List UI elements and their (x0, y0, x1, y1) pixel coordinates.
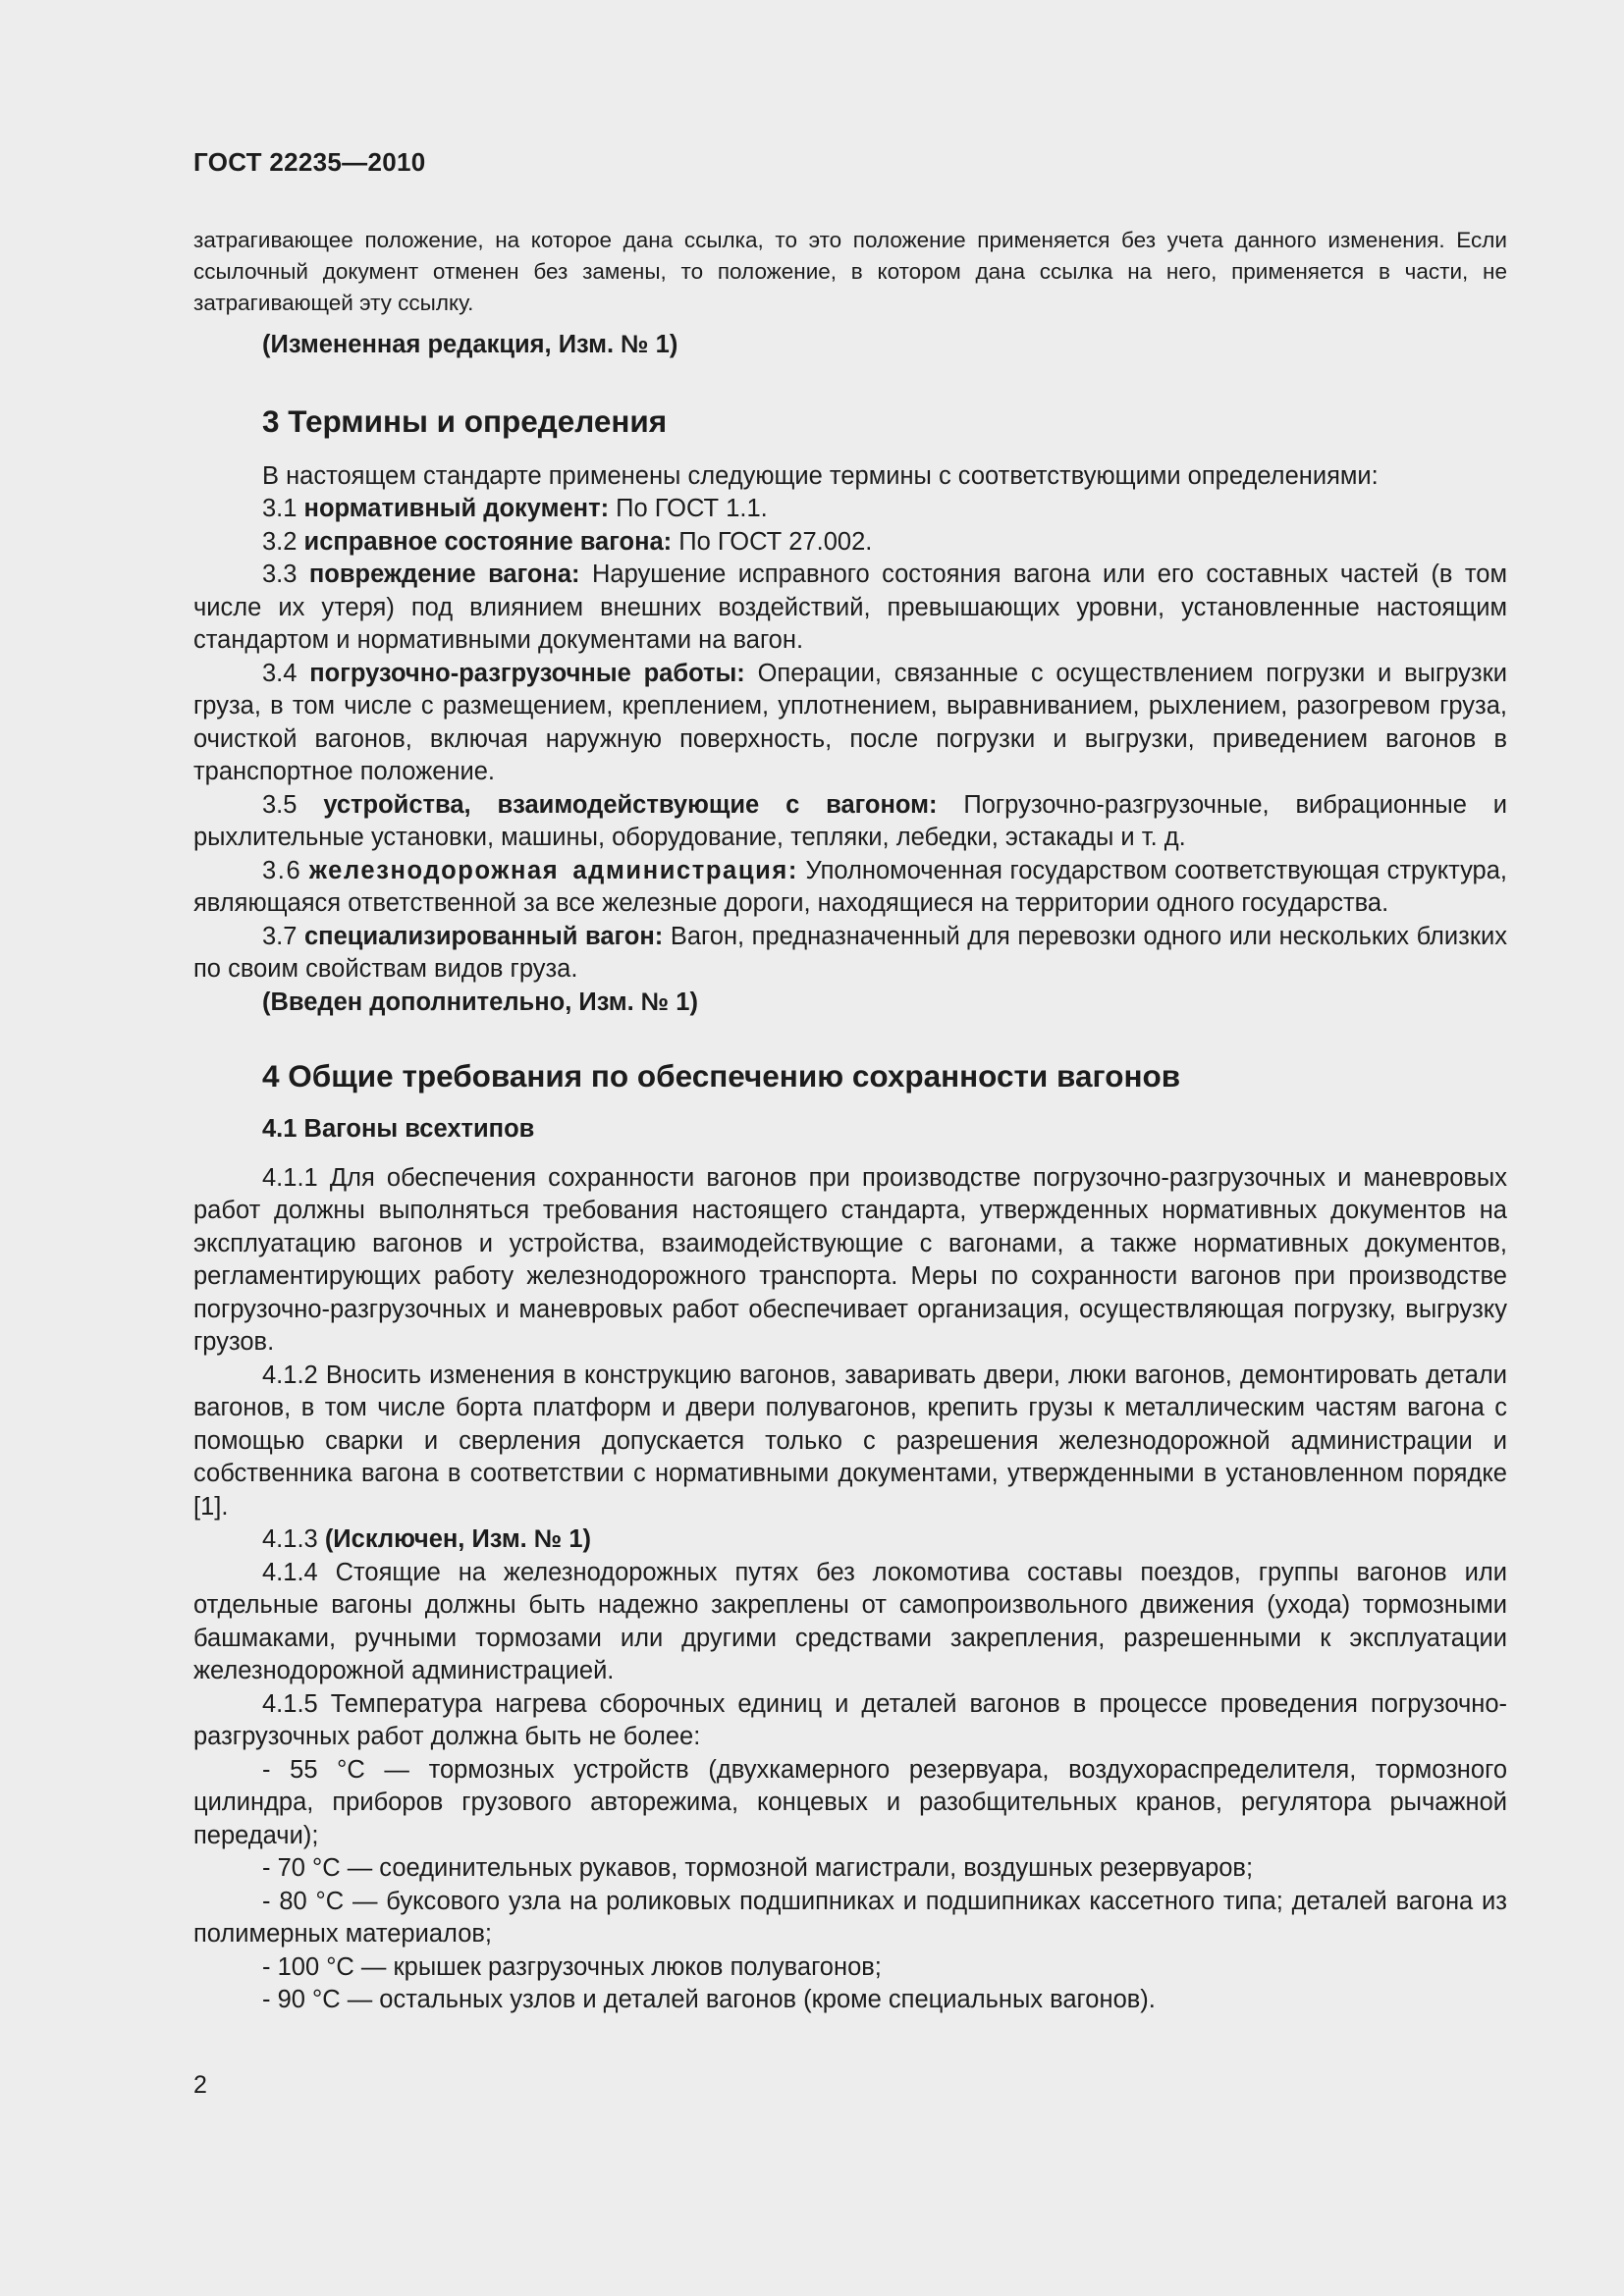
term-definition: Уполномоченная государством соответствующая структура, являющаяся ответственной за все железные дороги, находящиеся на территории одного государства. (193, 856, 1508, 917)
excluded-note: (Исключен, Изм. № 1) (324, 1525, 592, 1553)
term-number: 3.3 (262, 561, 298, 588)
temperature-item: - 100 °С — крышек разгрузочных люков полувагонов; (262, 1952, 882, 1981)
term-name: повреждение вагона: (308, 561, 580, 588)
term-number: 3.7 (262, 922, 298, 950)
term-3-2 (193, 526, 1507, 560)
paragraph-4-1-3 (193, 1523, 1507, 1557)
term-name: железнодорожная администрация: (308, 856, 798, 884)
term-name: погрузочно-разгрузочные работы: (309, 659, 745, 687)
section-3-intro: В настоящем стандарте применены следующие термины с соответствующими определениями: (262, 461, 1379, 490)
term-name: устройства, взаимодействующие с вагоном: (323, 790, 938, 819)
temperature-item: - 90 °С — остальных узлов и деталей вагонов (кроме специальных вагонов). (262, 1986, 1156, 2013)
term-3-3 (193, 559, 1507, 658)
paragraph-4-1-1: 4.1.1 Для обеспечения сохранности вагонов при производстве погрузочно-разгрузочных и маневровых работ должны выполняться требования настоящего стандарта, утвержденных нормативных документов на эксплуатацию вагонов и устройства, взаимодействующие с вагонами, а также нормативных документов, регламентирующих работу железнодорожного транспорта. Меры по сохранности вагонов при производстве погрузочно-разгрузочных и маневровых работ обеспечивает организация, осуществляющая погрузку, выгрузку грузов. (193, 1163, 1507, 1356)
section-4-title: 4 Общие требования по обеспечению сохранности вагонов (262, 1058, 1181, 1094)
term-3-5 (193, 789, 1507, 855)
term-number: 3.1 (262, 495, 298, 522)
subsection-4-1-title: 4.1 Вагоны всехтипов (262, 1115, 535, 1143)
term-3-7 (193, 921, 1507, 987)
term-definition: Операции, связанные с осуществлением погрузки и выгрузки груза, в том числе с размещением, креплением, уплотнением, выравниванием, рыхлением, разогревом груза, очисткой вагонов, включая наружную поверхность, после погрузки и выгрузки, приведением вагонов в транспортное положение. (193, 659, 1507, 785)
temperature-item: - 55 °С — тормозных устройств (двухкамерного резервуара, воздухораспределителя, тормозного цилиндра, приборов грузового авторежима, концевых и разобщительных кранов, регулятора рычажной передачи); (193, 1755, 1507, 1849)
section-4-body (193, 1162, 1507, 2017)
temperature-item: - 80 °С — буксового узла на роликовых подшипниках и подшипниках кассетного типа; деталей вагона из полимерных материалов; (193, 1887, 1507, 1948)
paragraph-4-1-5: 4.1.5 Температура нагрева сборочных единиц и деталей вагонов в процессе проведения погрузочно-разгрузочных работ должна быть не более: (193, 1689, 1507, 1750)
term-definition: Погрузочно-разгрузочные, вибрационные и рыхлительные установки, машины, оборудование, тепляки, лебедки, эстакады и т. д. (193, 790, 1508, 851)
term-number: 3.4 (262, 659, 298, 687)
term-definition: Нарушение исправного состояния вагона или его составных частей (в том числе их утеря) под влиянием внешних воздействий, превышающих уровни, установленные настоящим стандартом и нормативными документами на вагон. (193, 561, 1508, 654)
section-3-body (193, 460, 1507, 1020)
paragraph-4-1-4: 4.1.4 Стоящие на железнодорожных путях без локомотива составы поездов, группы вагонов или отдельные вагоны должны быть надежно закреплены от самопроизвольного движения (ухода) тормозными башмаками, ручными тормозами или другими средствами закрепления, разрешенными к эксплуатации железнодорожной администрацией. (193, 1558, 1507, 1684)
term-definition: Вагон, предназначенный для перевозки одного или нескольких близких по своим свойствам видов груза. (193, 922, 1507, 983)
section-3-title: 3 Термины и определения (262, 402, 668, 439)
term-number: 3.5 (262, 790, 298, 819)
term-3-1 (193, 493, 1507, 526)
term-3-4 (193, 658, 1507, 789)
document-id-header: ГОСТ 22235—2010 (193, 147, 426, 177)
term-3-6 (193, 855, 1507, 921)
term-name: специализированный вагон: (304, 922, 664, 950)
term-definition: По ГОСТ 27.002. (678, 527, 873, 556)
amendment-note: (Измененная редакция, Изм. № 1) (262, 331, 678, 358)
term-number: 3.2 (262, 527, 298, 556)
term-name: исправное состояние вагона: (303, 527, 673, 556)
paragraph-4-1-2: 4.1.2 Вносить изменения в конструкцию вагонов, заваривать двери, люки вагонов, демонтировать детали вагонов, в том числе борта платформ и двери полувагонов, крепить грузы к металлическим частям вагона с помощью сварки и сверления допускается только с разрешения железнодорожной администрации и собственника вагона в соответствии с нормативными документами, утвержденными в установленном порядке [1]. (193, 1361, 1507, 1521)
page-number: 2 (193, 2071, 207, 2099)
temperature-item: - 70 °С — соединительных рукавов, тормозной магистрали, воздушных резервуаров; (262, 1854, 1254, 1882)
term-name: нормативный документ: (303, 495, 610, 522)
intro-paragraph: затрагивающее положение, на которое дана ссылка, то это положение применяется без учета данного изменения. Если ссылочный документ отменен без замены, то положение, в котором дана ссылка на него, применяется в части, не затрагивающей эту ссылку. (193, 228, 1507, 315)
page-content (193, 225, 1507, 2017)
term-definition: По ГОСТ 1.1. (616, 495, 768, 522)
term-number: 3.6 (262, 856, 302, 884)
added-note: (Введен дополнительно, Изм. № 1) (262, 988, 698, 1016)
paragraph-number: 4.1.3 (262, 1525, 318, 1553)
